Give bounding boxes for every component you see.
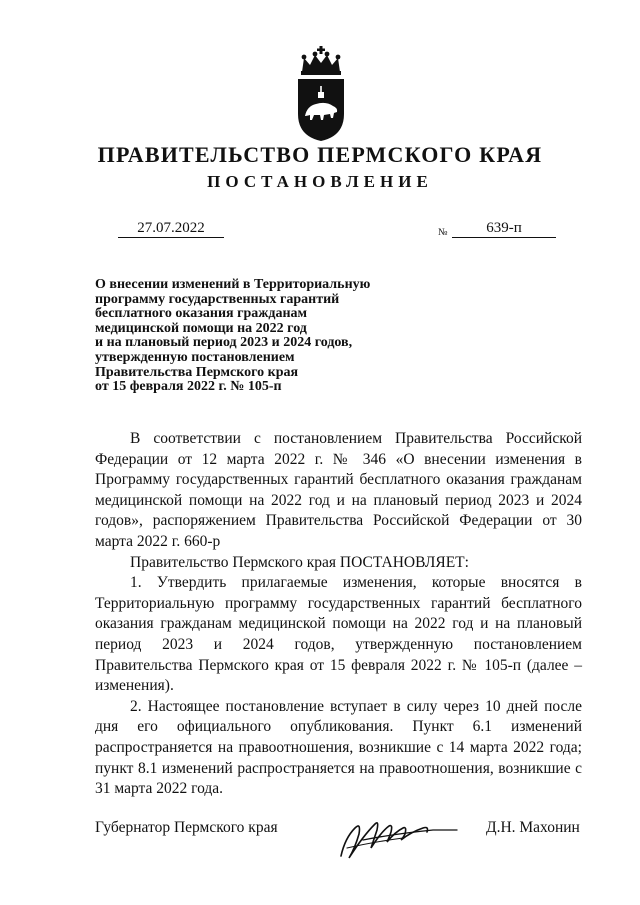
subject-line: и на плановый период 2023 и 2024 годов, xyxy=(95,335,353,351)
subject-line: утвержденную постановлением xyxy=(95,349,295,365)
document-body xyxy=(95,429,582,800)
subject-line: О внесении изменений в Территориальную xyxy=(95,277,371,292)
signer-role: Губернатор Пермского края xyxy=(95,819,278,836)
subject-line: программу государственных гарантий xyxy=(95,291,340,307)
subject-line: бесплатного оказания гражданам xyxy=(95,306,308,322)
body-paragraph: В соответствии с постановлением Правительства Российской Федерации от 12 марта 2022 г. № 346 «О внесении изменения в Программу государственных гарантий бесплатного оказания гражданам медицинской помощи на 2022 год и на плановый период 2023 и 2024 годов», распоряжением Правительства Российской Федерации от 30 марта 2022 г. 660-р xyxy=(95,430,582,550)
document-date: 27.07.2022 xyxy=(118,219,224,238)
government-title: ПРАВИТЕЛЬСТВО ПЕРМСКОГО КРАЯ xyxy=(97,142,543,167)
subject-line: медицинской помощи на 2022 год xyxy=(95,320,307,336)
number-sign: № xyxy=(438,227,448,238)
document-type: ПОСТАНОВЛЕНИЕ xyxy=(207,172,433,191)
body-paragraph: 1. Утвердить прилагаемые изменения, которые вносятся в Территориальную программу государственных гарантий бесплатного оказания гражданам медицинской помощи на 2022 год и на плановый период 2023 и 2024 годов, утвержденную постановлением Правительства Пермского края от 15 февраля 2022 г. № 105-п (далее – изменения). xyxy=(95,574,582,695)
body-paragraph: Правительство Пермского края ПОСТАНОВЛЯЕТ: xyxy=(130,553,469,571)
document-number: 639-п xyxy=(452,219,556,238)
signer-name: Д.Н. Махонин xyxy=(486,819,580,836)
signature-icon xyxy=(333,808,463,864)
document-subject xyxy=(95,278,415,395)
body-paragraph: 2. Настоящее постановление вступает в силу через 10 дней после дня его официального опубликования. Пункт 6.1 изменений распространяется на правоотношения, возникшие с 14 марта 2022 года; пункт 8.1 изменений распространяется на правоотношения, возникшие с 31 марта 2022 года. xyxy=(95,697,582,798)
subject-line: от 15 февраля 2022 г. № 105-п xyxy=(95,379,282,395)
coat-of-arms-icon xyxy=(296,46,346,142)
subject-line: Правительства Пермского края xyxy=(95,364,299,380)
